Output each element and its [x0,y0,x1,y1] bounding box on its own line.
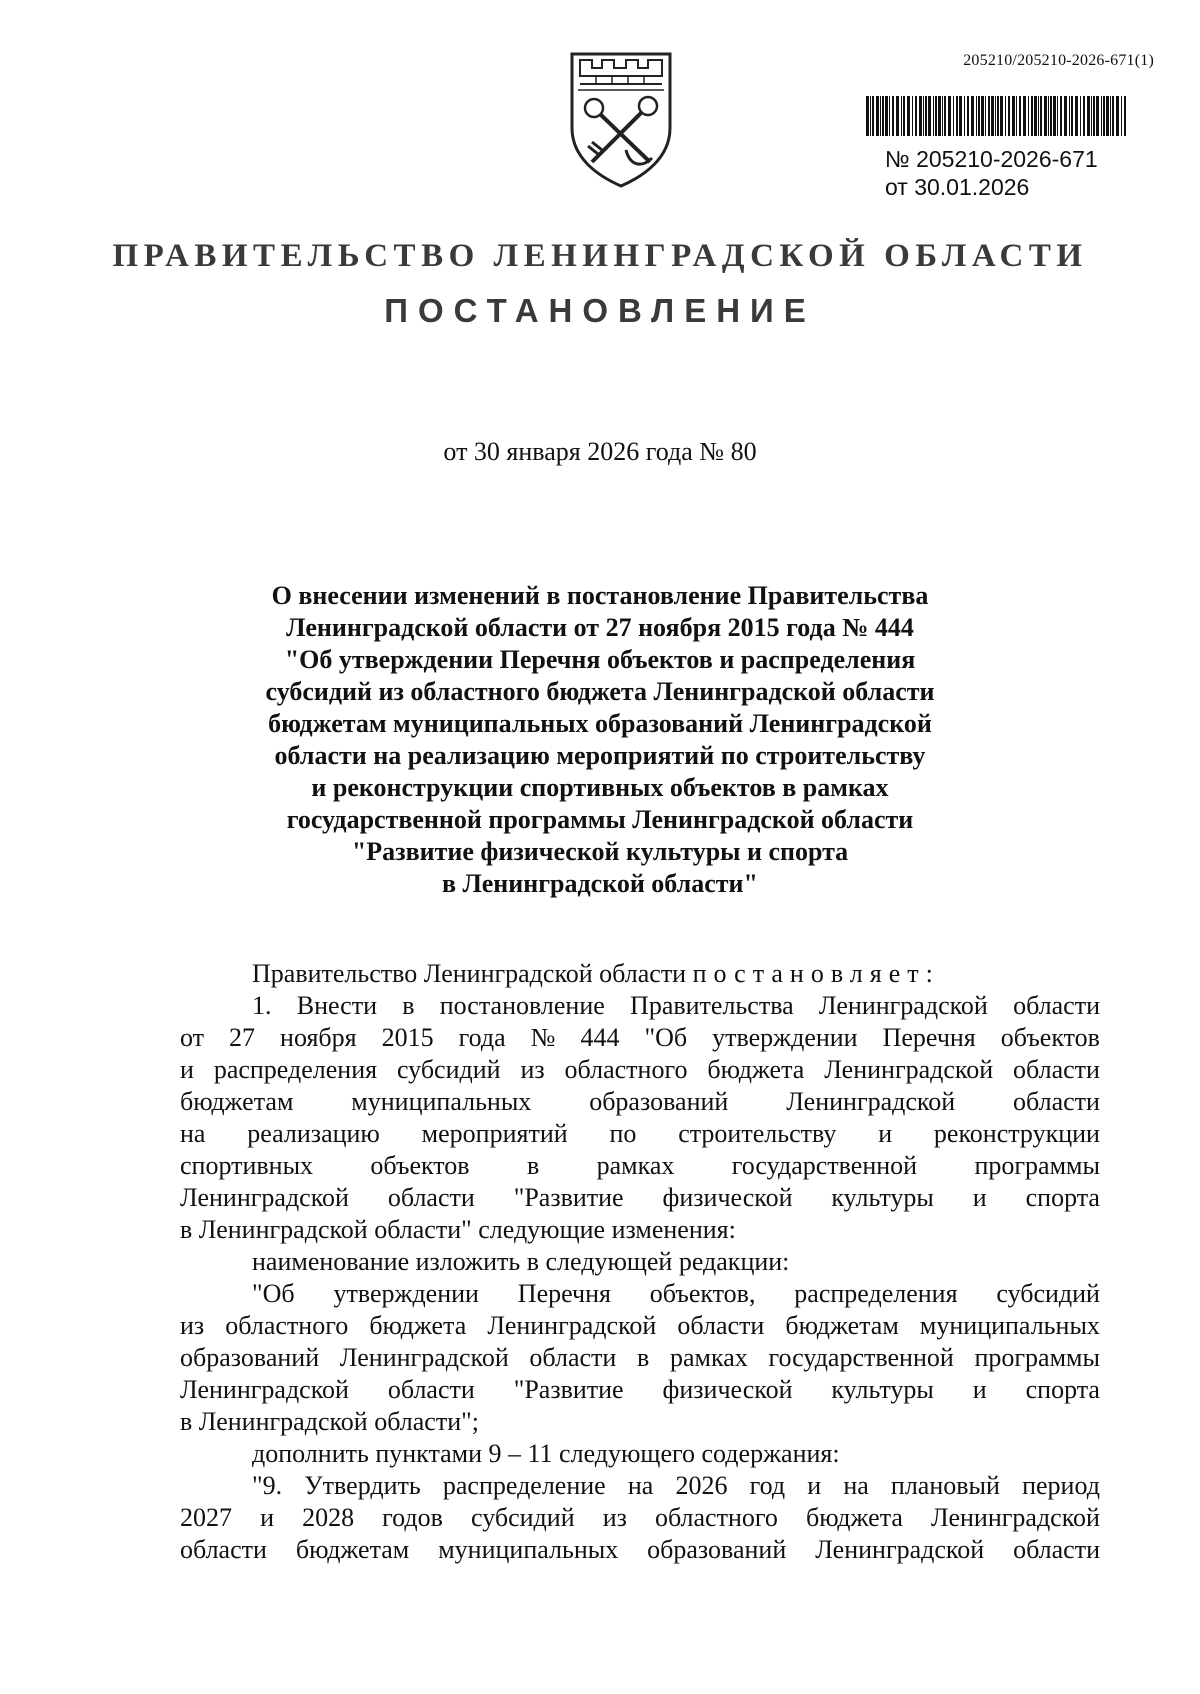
barcode-bar [1048,96,1049,136]
barcode-bar [1044,96,1047,136]
body-word: 444 [580,1023,620,1052]
barcode-bar [944,96,946,136]
barcode-bar [997,96,999,136]
body-word: распределение [442,1471,606,1500]
barcode-bar [1053,96,1056,136]
body-word: "Развитие [513,1375,624,1404]
body-word: спорта [1025,1375,1100,1404]
body-word: 2028 [302,1503,355,1532]
body-line [180,1534,1100,1566]
body-word: бюджетам [180,1087,294,1116]
barcode-bar [1031,96,1033,136]
barcode-bar [1038,96,1039,136]
barcode-bar [953,96,954,136]
body-line [180,1374,1100,1406]
barcode-bar [876,96,879,136]
subject-line: бюджетам муниципальных образований Ленинградской [268,709,932,738]
body-word: Внести [296,991,377,1020]
barcode-bar [928,96,931,136]
body-text-spaced: постановляет: [692,959,940,988]
decree-body [180,958,1100,1566]
body-line: дополнить пунктами 9 – 11 следующего содержания: [252,1439,840,1468]
barcode-bar [935,96,937,136]
body-word: культуры [831,1375,934,1404]
body-word: муниципальных [351,1087,532,1116]
barcode-bar [872,96,874,136]
body-word: в [526,1151,540,1180]
body-word: областного [654,1503,778,1532]
body-word: Ленинградской [180,1183,349,1212]
barcode-bar [1040,96,1042,136]
body-word: бюджетам [295,1535,410,1564]
barcode-bar [880,96,881,136]
barcode-bar [1012,96,1015,136]
barcode-icon [866,96,1128,136]
barcode-bar [933,96,934,136]
subject-line: Ленинградской области от 27 ноября 2015 года № 444 [286,613,914,642]
body-word: "Об [644,1023,688,1052]
decree-title: ПОСТАНОВЛЕНИЕ [384,292,816,329]
barcode-bar [1103,96,1105,136]
body-word: распределения [794,1279,958,1308]
document-id: 205210/205210-2026-671(1) [963,52,1154,69]
body-word: и [180,1055,194,1084]
coat-of-arms-icon [566,50,676,190]
barcode-bar [1101,96,1102,136]
subject-line: субсидий из областного бюджета Ленинградской области [265,677,935,706]
body-word: области [1013,1535,1100,1564]
subject-line: области на реализацию мероприятий по строительству [274,741,926,770]
barcode-bar [882,96,884,136]
barcode-bar [1008,96,1010,136]
body-line: в Ленинградской области" следующие изменения: [180,1215,736,1244]
barcode-bar [1023,96,1026,136]
body-word: культуры [831,1183,934,1212]
body-word: программы [974,1151,1100,1180]
body-word: 2027 [180,1503,232,1532]
body-word: Ленинградской [339,1343,509,1372]
subject-line: "Развитие физической культуры и спорта [351,837,849,866]
body-line [180,1278,1100,1310]
body-word: Ленинградской [786,1087,956,1116]
body-word: государственной [768,1343,954,1372]
body-word: 27 [229,1023,256,1052]
barcode-bar [1121,96,1122,136]
body-word: Ленинградской [487,1311,657,1340]
body-word: в [402,991,415,1020]
barcode-bar [1064,96,1067,136]
barcode-bar [1000,96,1003,136]
body-word: области [387,1183,475,1212]
body-word: 2015 [381,1023,434,1052]
registration-number: № 205210-2026-671 [885,146,1098,172]
body-word: и [972,1375,987,1404]
barcode-bar [948,96,951,136]
body-word: области [677,1311,765,1340]
body-word: Ленинградской [824,1055,994,1084]
body-line: наименование изложить в следующей редакции: [252,1247,790,1276]
body-word: бюджета [805,1503,903,1532]
barcode-bar [870,96,871,136]
body-word: 1. [252,991,272,1020]
body-word: областного [564,1055,688,1084]
body-line [180,1118,1100,1150]
body-word: Утвердить [304,1471,421,1500]
barcode-bar [978,96,980,136]
body-line [180,1310,1100,1342]
body-word: год [749,1471,786,1500]
barcode-bar [1124,96,1126,136]
barcode-bar [892,96,894,136]
subject-line: "Об утверждении Перечня объектов и распределения [284,645,916,674]
body-word: строительству [678,1119,837,1148]
body-line [180,1342,1100,1374]
body-word: № [530,1023,556,1052]
body-word: из [180,1311,205,1340]
body-word: государственной [731,1151,918,1180]
barcode-bar [912,96,913,136]
body-word: года [458,1023,506,1052]
body-word: по [609,1119,637,1148]
body-word: утверждении [712,1023,858,1052]
body-line [180,1086,1100,1118]
body-word: в [637,1343,650,1372]
subject-line: О внесении изменений в постановление Правительства [271,581,929,610]
body-word: и [807,1471,822,1500]
body-word: Ленинградской [818,991,988,1020]
body-word: субсидий [471,1503,575,1532]
barcode-bar [959,96,962,136]
body-word: рамках [596,1151,675,1180]
body-line [180,990,1100,1022]
body-word: на [180,1119,206,1148]
barcode-bar [901,96,902,136]
body-word: образований [180,1343,320,1372]
barcode-bar [976,96,977,136]
barcode-bar [967,96,969,136]
body-word: области [1013,1087,1100,1116]
body-word: утверждении [333,1279,479,1308]
barcode-bar [1116,96,1119,136]
barcode-bar [1016,96,1017,136]
body-word: годов [382,1503,443,1532]
body-word: спорта [1025,1183,1100,1212]
barcode-bar [1096,96,1099,136]
body-line [180,1470,1100,1502]
barcode-bar [1093,96,1095,136]
body-word: Ленинградской [931,1503,1100,1532]
barcode-bar [889,96,890,136]
barcode-bar [942,96,943,136]
body-word: Правительства [630,991,794,1020]
body-word: бюджетам [785,1311,899,1340]
body-line [180,1054,1100,1086]
body-word: области [1013,1055,1100,1084]
barcode-bar [1106,96,1109,136]
body-word: программы [974,1343,1100,1372]
barcode-bar [995,96,996,136]
body-word: бюджета [369,1311,467,1340]
body-word: бюджета [707,1055,805,1084]
barcode-bar [1050,96,1052,136]
barcode-bar [1091,96,1092,136]
barcode-bar [1075,96,1078,136]
registration-date: от 30.01.2026 [885,174,1030,200]
body-word: 2026 [675,1471,728,1500]
body-word: мероприятий [421,1119,568,1148]
body-text: Правительство Ленинградской области [252,959,693,988]
subject-line: в Ленинградской области" [442,869,758,898]
barcode-bar [1110,96,1111,136]
body-word: муниципальных [438,1535,619,1564]
body-word: "Об [252,1279,295,1308]
body-word: субсидий [996,1279,1100,1308]
body-word: области [1013,991,1100,1020]
body-word: Ленинградской [815,1535,985,1564]
body-word: из [602,1503,627,1532]
barcode-bar [885,96,888,136]
barcode-bar [1005,96,1006,136]
body-word: плановый [890,1471,1000,1500]
body-word: реализацию [247,1119,380,1148]
barcode-bar [971,96,974,136]
body-line [180,1150,1100,1182]
body-line: в Ленинградской области"; [180,1407,479,1436]
barcode-bar [923,96,924,136]
barcode-bar [985,96,986,136]
barcode-bar [1112,96,1114,136]
body-word: спортивных [180,1151,314,1180]
body-word: области [529,1343,617,1372]
body-word: области [180,1535,267,1564]
barcode-bar [1087,96,1090,136]
body-word: объектов, [649,1279,756,1308]
body-word: субсидий [396,1055,501,1084]
barcode-bar [981,96,984,136]
body-word: области [387,1375,475,1404]
body-word: на [627,1471,654,1500]
body-word: рамках [670,1343,748,1372]
body-word: образований [589,1087,729,1116]
body-word: постановление [439,991,605,1020]
barcode-bar [1019,96,1021,136]
body-word: Ленинградской [180,1375,349,1404]
body-word: и [878,1119,893,1148]
body-word: от [180,1023,205,1052]
barcode-bar [991,96,994,136]
barcode-bar [1080,96,1081,136]
barcode-bar [903,96,905,136]
body-word: распределения [213,1055,378,1084]
barcode-bar [1034,96,1037,136]
subject-line: и реконструкции спортивных объектов в рамках [311,773,889,802]
subject-line: государственной программы Ленинградской области [286,805,914,834]
body-line [180,958,1100,990]
barcode-bar [988,96,990,136]
barcode-bar [925,96,927,136]
body-line [180,1182,1100,1214]
body-word: Перечня [517,1279,611,1308]
body-word: Перечня [882,1023,976,1052]
body-line [180,1022,1100,1054]
barcode-bar [1071,96,1073,136]
body-word: ноября [280,1023,357,1052]
body-word: "9. [252,1471,283,1500]
barcode-bar [915,96,917,136]
barcode-bar [1057,96,1058,136]
barcode-bar [1060,96,1062,136]
body-word: муниципальных [919,1311,1100,1340]
body-word: областного [225,1311,349,1340]
barcode-bar [907,96,910,136]
body-word: на [843,1471,869,1500]
body-line [180,1502,1100,1534]
body-word: объектов [1000,1023,1100,1052]
barcode-bar [919,96,922,136]
body-word: образований [647,1535,787,1564]
body-word: реконструкции [933,1119,1100,1148]
body-word: период [1022,1471,1100,1500]
barcode-bar [938,96,941,136]
barcode-bar [866,96,869,136]
barcode-bar [896,96,899,136]
decree-subject [230,580,970,900]
body-word: объектов [370,1151,470,1180]
body-word: "Развитие [513,1183,624,1212]
government-title: ПРАВИТЕЛЬСТВО ЛЕНИНГРАДСКОЙ ОБЛАСТИ [112,238,1088,274]
barcode-bar [956,96,958,136]
body-word: физической [662,1183,793,1212]
body-word: физической [662,1375,793,1404]
body-word: из [520,1055,545,1084]
barcode-bar [964,96,965,136]
barcode-bar [1083,96,1085,136]
body-word: и [260,1503,274,1532]
barcode-bar [1028,96,1029,136]
body-word: и [972,1183,987,1212]
decree-date-number: от 30 января 2026 года № 80 [443,437,757,466]
barcode-bar [1069,96,1070,136]
